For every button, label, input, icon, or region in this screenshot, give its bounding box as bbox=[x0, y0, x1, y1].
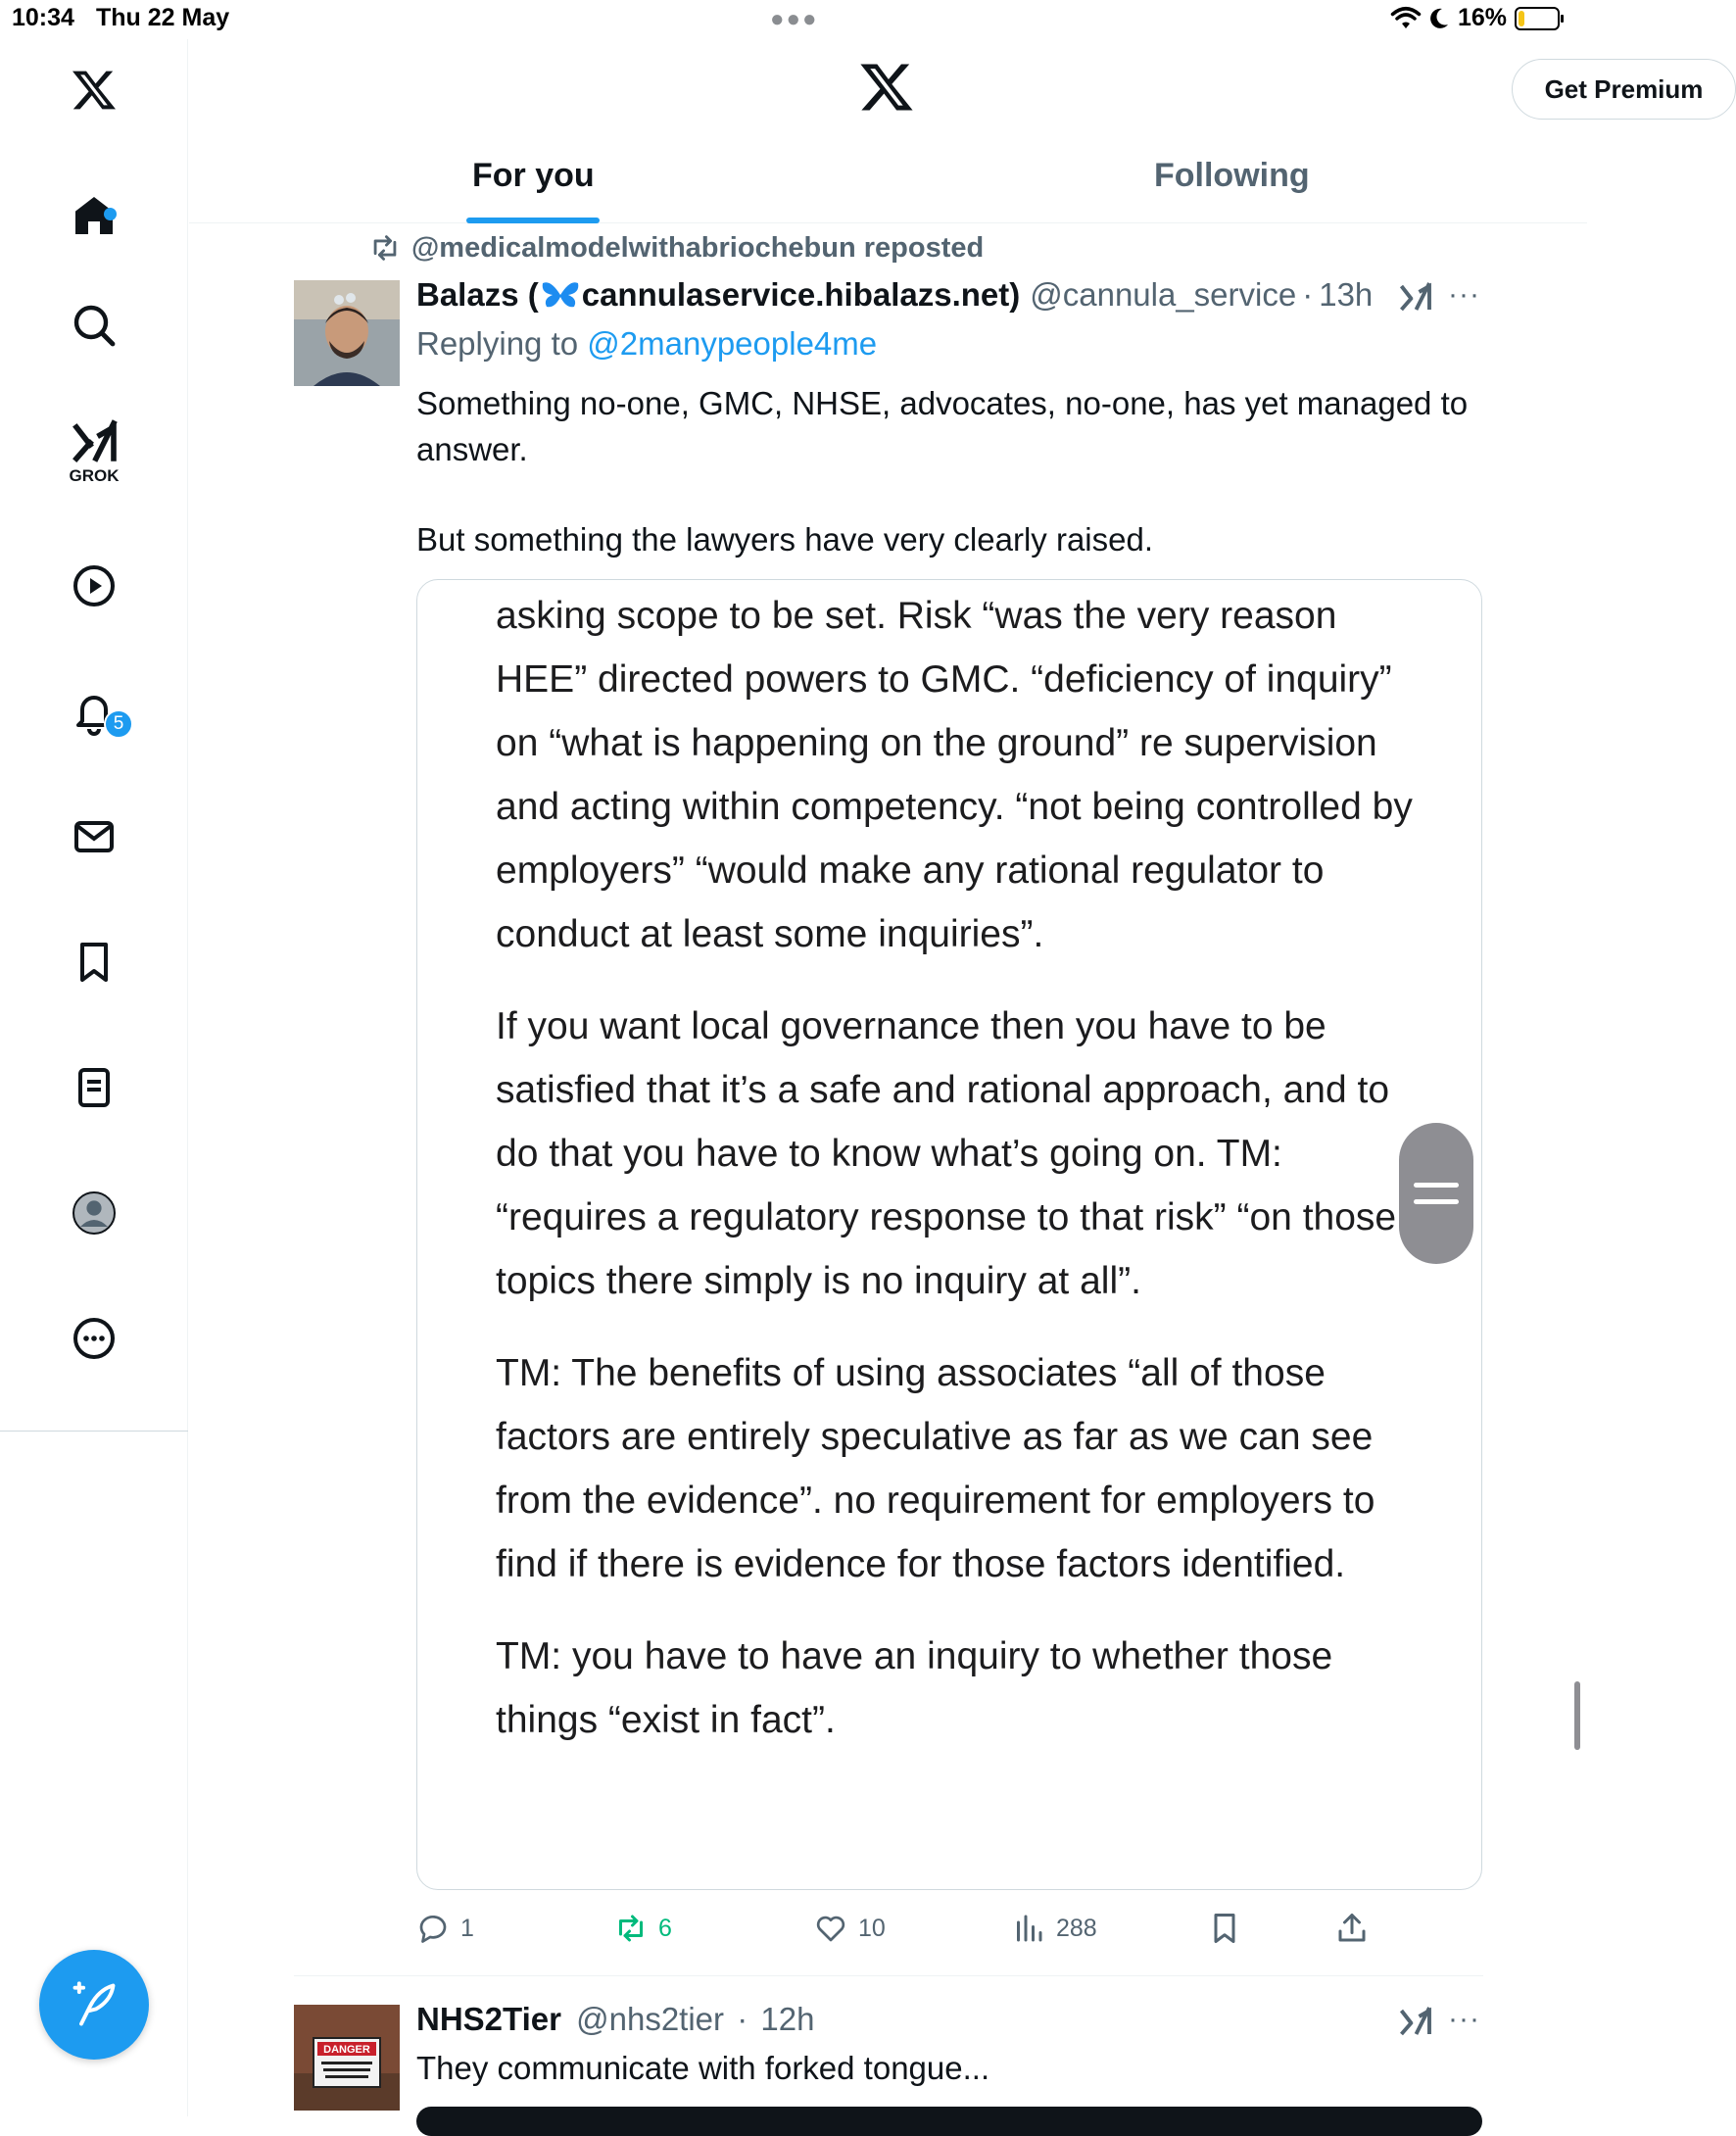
image-paragraph: TM: The benefits of using associates “all of those factors are entirely speculative as far as we can see from the evidence”. no requirement for employers to find if there is evidence for those factors identified. bbox=[496, 1352, 1375, 1585]
multitasking-dots-icon[interactable]: ●●● bbox=[770, 6, 819, 32]
grok-label: GROK bbox=[69, 466, 120, 485]
active-tab-indicator bbox=[466, 218, 600, 223]
post2-more-icon[interactable]: ··· bbox=[1448, 2003, 1480, 2035]
like-button[interactable] bbox=[813, 1907, 886, 1950]
replying-to-line bbox=[416, 325, 877, 363]
post2-author-name[interactable]: NHS2Tier bbox=[416, 2001, 561, 2037]
butterfly-icon bbox=[541, 279, 580, 311]
repost-icon bbox=[368, 231, 402, 265]
repost-text: @medicalmodelwithabriochebun reposted bbox=[411, 231, 985, 264]
share-icon bbox=[1334, 1911, 1370, 1946]
views-button[interactable] bbox=[1011, 1907, 1097, 1950]
reply-count: 1 bbox=[460, 1914, 474, 1942]
repost-button[interactable] bbox=[613, 1907, 672, 1950]
handle-separator: · bbox=[1302, 276, 1314, 313]
views-count: 288 bbox=[1056, 1914, 1097, 1942]
post-image[interactable] bbox=[416, 579, 1482, 1890]
bookmark-action-icon bbox=[1207, 1911, 1242, 1946]
messages-envelope-icon[interactable] bbox=[55, 798, 133, 876]
video-icon[interactable] bbox=[55, 547, 133, 625]
repost-count: 6 bbox=[658, 1914, 672, 1942]
battery-icon bbox=[1515, 7, 1560, 30]
repost-attribution[interactable] bbox=[368, 231, 984, 265]
profile-avatar-icon[interactable] bbox=[55, 1174, 133, 1252]
reply-button[interactable] bbox=[415, 1907, 474, 1950]
post2-time[interactable]: 12h bbox=[760, 2001, 815, 2037]
home-unread-dot bbox=[104, 208, 117, 220]
post-more-icon[interactable]: ··· bbox=[1448, 278, 1480, 311]
image-paragraph: TM: you have to have an inquiry to whether those things “exist in fact”. bbox=[496, 1635, 1333, 1741]
image-paragraph: asking scope to be set. Risk “was the very reason HEE” directed powers to GMC. “deficiency of inquiry” on “what is happening on the ground” re supervision and acting within competency. “not being controlled by employers” “would make any rational regulator to conduct at least some inquiries”. bbox=[496, 595, 1413, 955]
lists-icon[interactable] bbox=[55, 1048, 133, 1127]
compose-post-button[interactable] bbox=[39, 1950, 149, 2060]
bookmark-button[interactable] bbox=[1207, 1907, 1242, 1950]
battery-level bbox=[1519, 11, 1524, 26]
home-icon[interactable] bbox=[55, 176, 133, 255]
wifi-icon bbox=[1391, 7, 1421, 30]
sidebar-nav bbox=[0, 39, 188, 2116]
replying-mention[interactable]: @2manypeople4me bbox=[587, 325, 878, 362]
post-paragraph: Something no-one, GMC, NHSE, advocates, no-one, has yet managed to answer. bbox=[416, 385, 1469, 467]
moon-icon bbox=[1428, 7, 1450, 30]
status-time: 10:34 bbox=[12, 4, 74, 31]
author-name-suffix[interactable]: cannulaservice.hibalazs.net) bbox=[581, 276, 1021, 313]
heart-icon bbox=[813, 1911, 848, 1946]
tab-following[interactable]: Following bbox=[1154, 157, 1310, 194]
search-icon[interactable] bbox=[55, 286, 133, 364]
page-scrollbar[interactable] bbox=[1574, 1681, 1580, 1750]
battery-percent: 16% bbox=[1457, 4, 1507, 31]
post-time[interactable]: 13h bbox=[1319, 276, 1374, 313]
post2-media[interactable] bbox=[416, 2107, 1482, 2136]
post2-grok-explain-icon[interactable] bbox=[1397, 2005, 1432, 2040]
timeline-header bbox=[189, 39, 1704, 223]
repost-action-icon bbox=[613, 1911, 649, 1946]
post-paragraph: But something the lawyers have very clearly raised. bbox=[416, 521, 1154, 558]
x-logo-center-icon[interactable] bbox=[858, 59, 915, 116]
replying-prefix: Replying to bbox=[416, 325, 579, 362]
post2-author-line bbox=[416, 2001, 814, 2038]
author-avatar[interactable] bbox=[294, 280, 400, 386]
status-date: Thu 22 May bbox=[96, 4, 230, 31]
status-bar bbox=[0, 0, 1587, 39]
danger-sign-text: DANGER bbox=[323, 2044, 370, 2056]
post2-handle[interactable]: @nhs2tier bbox=[576, 2001, 725, 2037]
notifications-badge: 5 bbox=[104, 709, 133, 739]
tab-for-you[interactable]: For you bbox=[472, 157, 595, 194]
status-right bbox=[1391, 4, 1560, 32]
image-paragraph: If you want local governance then you have to be satisfied that it’s a safe and rational approach, and to do that you have to know what’s going on. TM: “requires a regulatory response to that risk” “on those topics there simply is no inquiry at all”. bbox=[496, 1005, 1397, 1302]
reply-icon bbox=[415, 1911, 451, 1946]
compose-feather-icon bbox=[69, 1979, 120, 2030]
author-name-prefix[interactable]: Balazs ( bbox=[416, 276, 539, 313]
post2-separator: · bbox=[737, 2001, 748, 2037]
get-premium-button[interactable]: Get Premium bbox=[1512, 59, 1736, 120]
like-count: 10 bbox=[858, 1914, 886, 1942]
author-handle[interactable]: @cannula_service bbox=[1030, 276, 1297, 313]
x-logo-icon[interactable] bbox=[55, 51, 133, 129]
post-author-line bbox=[416, 276, 1373, 314]
post-divider bbox=[294, 1975, 1483, 1976]
share-button[interactable] bbox=[1334, 1907, 1370, 1950]
views-chart-icon bbox=[1011, 1911, 1046, 1946]
sidebar-divider bbox=[0, 1431, 188, 1432]
post2-author-avatar[interactable] bbox=[294, 2005, 400, 2111]
post2-text: They communicate with forked tongue... bbox=[416, 2050, 990, 2086]
grok-explain-icon[interactable] bbox=[1397, 280, 1432, 316]
post-body bbox=[416, 380, 1494, 607]
bookmark-icon[interactable] bbox=[55, 923, 133, 1001]
image-scroll-handle[interactable] bbox=[1399, 1123, 1473, 1264]
more-options-icon[interactable] bbox=[55, 1299, 133, 1378]
image-text bbox=[496, 584, 1436, 1780]
